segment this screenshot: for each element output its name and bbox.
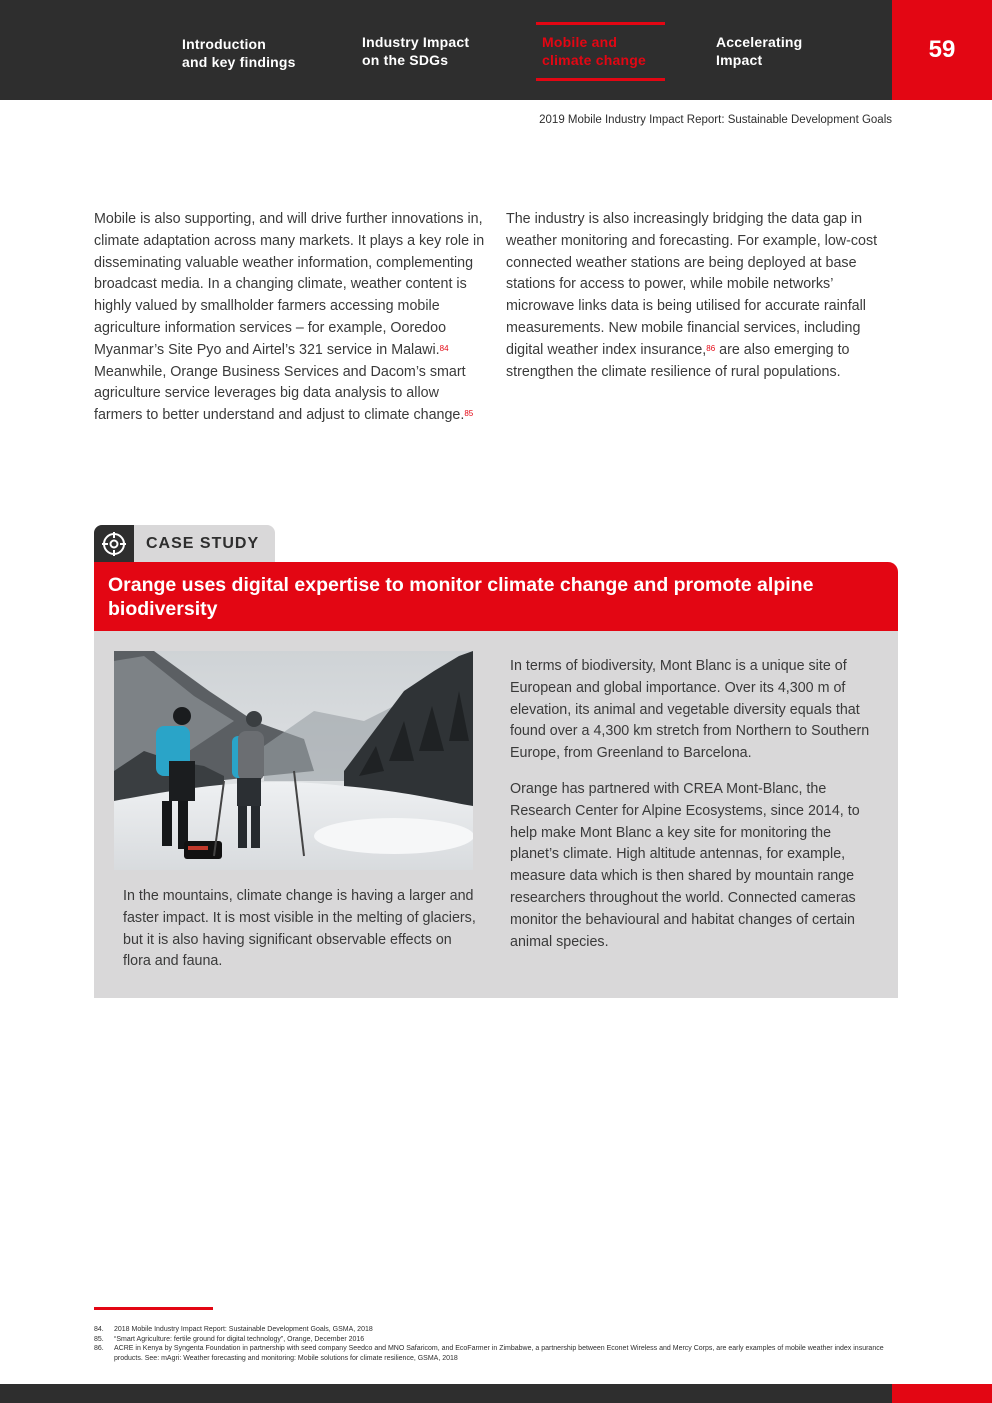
case-study-text: [510, 656, 878, 953]
paragraph-text: The industry is also increasingly bridging the data gap in weather monitoring and forecasting. For example, low-cost connected weather stations are being deployed at base stations for access to power, while mobile networks’ microwave links data is being utilised for accurate rainfall measurements. New mobile financial services, including digital weather index insurance,: [506, 211, 878, 358]
bottom-bar: [0, 1384, 892, 1403]
nav-label: climate change: [542, 52, 646, 68]
nav-label: on the SDGs: [362, 52, 449, 68]
nav-label: Impact: [716, 52, 763, 68]
paragraph-text: are also emerging to strengthen the climate resilience of rural populations.: [506, 341, 850, 380]
footnote-divider: [94, 1307, 213, 1310]
paragraph-text: Mobile is also supporting, and will drive further innovations in, climate adaptation across many markets. It plays a key role in disseminating valuable weather information, complementing broadcast media. In a changing climate, weather content is highly valued by smallholder farmers accessing mobile agriculture information services – for example, Ooredoo Myanmar’s Site Pyo and Airtel’s 321 service in Malawi.: [94, 211, 485, 358]
case-study-icon-box: [94, 525, 134, 563]
case-study-paragraph: Orange has partnered with CREA Mont-Blanc, the Research Center for Alpine Ecosystems, since 2014, to help make Mont Blanc a key site for monitoring the planet’s climate. High altitude antennas, for example, measure data which is then shared by mountain range researchers throughout the world. Connected cameras monitor the behavioural and habitat changes of certain animal species.: [510, 780, 860, 950]
nav-label: and key findings: [182, 54, 296, 70]
photo-caption: In the mountains, climate change is having a larger and faster impact. It is most visible in the melting of glaciers, but it is also having significant observable effects on flora and fauna.: [123, 888, 476, 970]
nav-label: Accelerating: [716, 34, 803, 50]
footnote-number: 84.: [94, 1326, 104, 1333]
footnote-item: [94, 1325, 894, 1335]
nav-label: Mobile and: [542, 34, 618, 50]
nav-industry-impact[interactable]: [362, 33, 469, 69]
body-column-left: [94, 209, 490, 427]
bottom-accent: [892, 1384, 992, 1403]
nav-label: Introduction: [182, 36, 267, 52]
case-study-paragraph: In terms of biodiversity, Mont Blanc is a unique site of European and global importance. Over its 4,300 m of elevation, its animal and vegetable diversity equals that found over a 4,300 km stretch from Northern to Southern Europe, from Greenland to Barcelona.: [510, 658, 870, 762]
body-column-right: [506, 209, 900, 383]
running-head: 2019 Mobile Industry Impact Report: Sustainable Development Goals: [539, 114, 892, 126]
case-study-title: Orange uses digital expertise to monitor climate change and promote alpine biodiversity: [94, 562, 898, 631]
nav-accelerating-impact[interactable]: [716, 33, 802, 69]
nav-label: Industry Impact: [362, 34, 470, 50]
footnotes: [94, 1325, 894, 1363]
paragraph-text: Meanwhile, Orange Business Services and Dacom’s smart agriculture service leverages big data analysis to allow farmers to better understand and adjust to climate change.: [94, 363, 466, 424]
active-tab-indicator: [536, 22, 665, 25]
mountain-photo: [114, 651, 473, 870]
footnote-number: 86.: [94, 1345, 104, 1352]
footnote-ref[interactable]: 86: [706, 343, 716, 353]
hikers-in-snow-image: [114, 651, 473, 870]
footnote-text: 2018 Mobile Industry Impact Report: Sustainable Development Goals, GSMA, 2018: [114, 1326, 373, 1333]
footnote-text: “Smart Agriculture: fertile ground for digital technology”, Orange, December 2016: [114, 1335, 365, 1343]
nav-mobile-climate-change[interactable]: [542, 33, 646, 69]
footnote-ref[interactable]: 84: [439, 343, 449, 353]
active-tab-indicator: [536, 78, 665, 81]
case-study-label: CASE STUDY: [146, 535, 260, 552]
footnote-item: [94, 1344, 894, 1363]
footnote-number: 85.: [94, 1335, 104, 1343]
footnote-text: ACRE in Kenya by Syngenta Foundation in partnership with seed company Seedco and MNO Safaricom, and EcoFarmer in Zimbabwe, a partnership between Econet Wireless and Mercy Corps, are early examples of mobile weather index insurance products. See: mAgri: Weather forecasting and monitoring: Mobile solutions for climate resilience, GSMA, 2018: [114, 1345, 884, 1362]
nav-introduction[interactable]: [182, 35, 296, 71]
target-icon: [101, 531, 127, 557]
footnote-ref[interactable]: 85: [464, 409, 474, 419]
page-number: 59: [892, 0, 992, 100]
footnote-item: [94, 1335, 894, 1345]
